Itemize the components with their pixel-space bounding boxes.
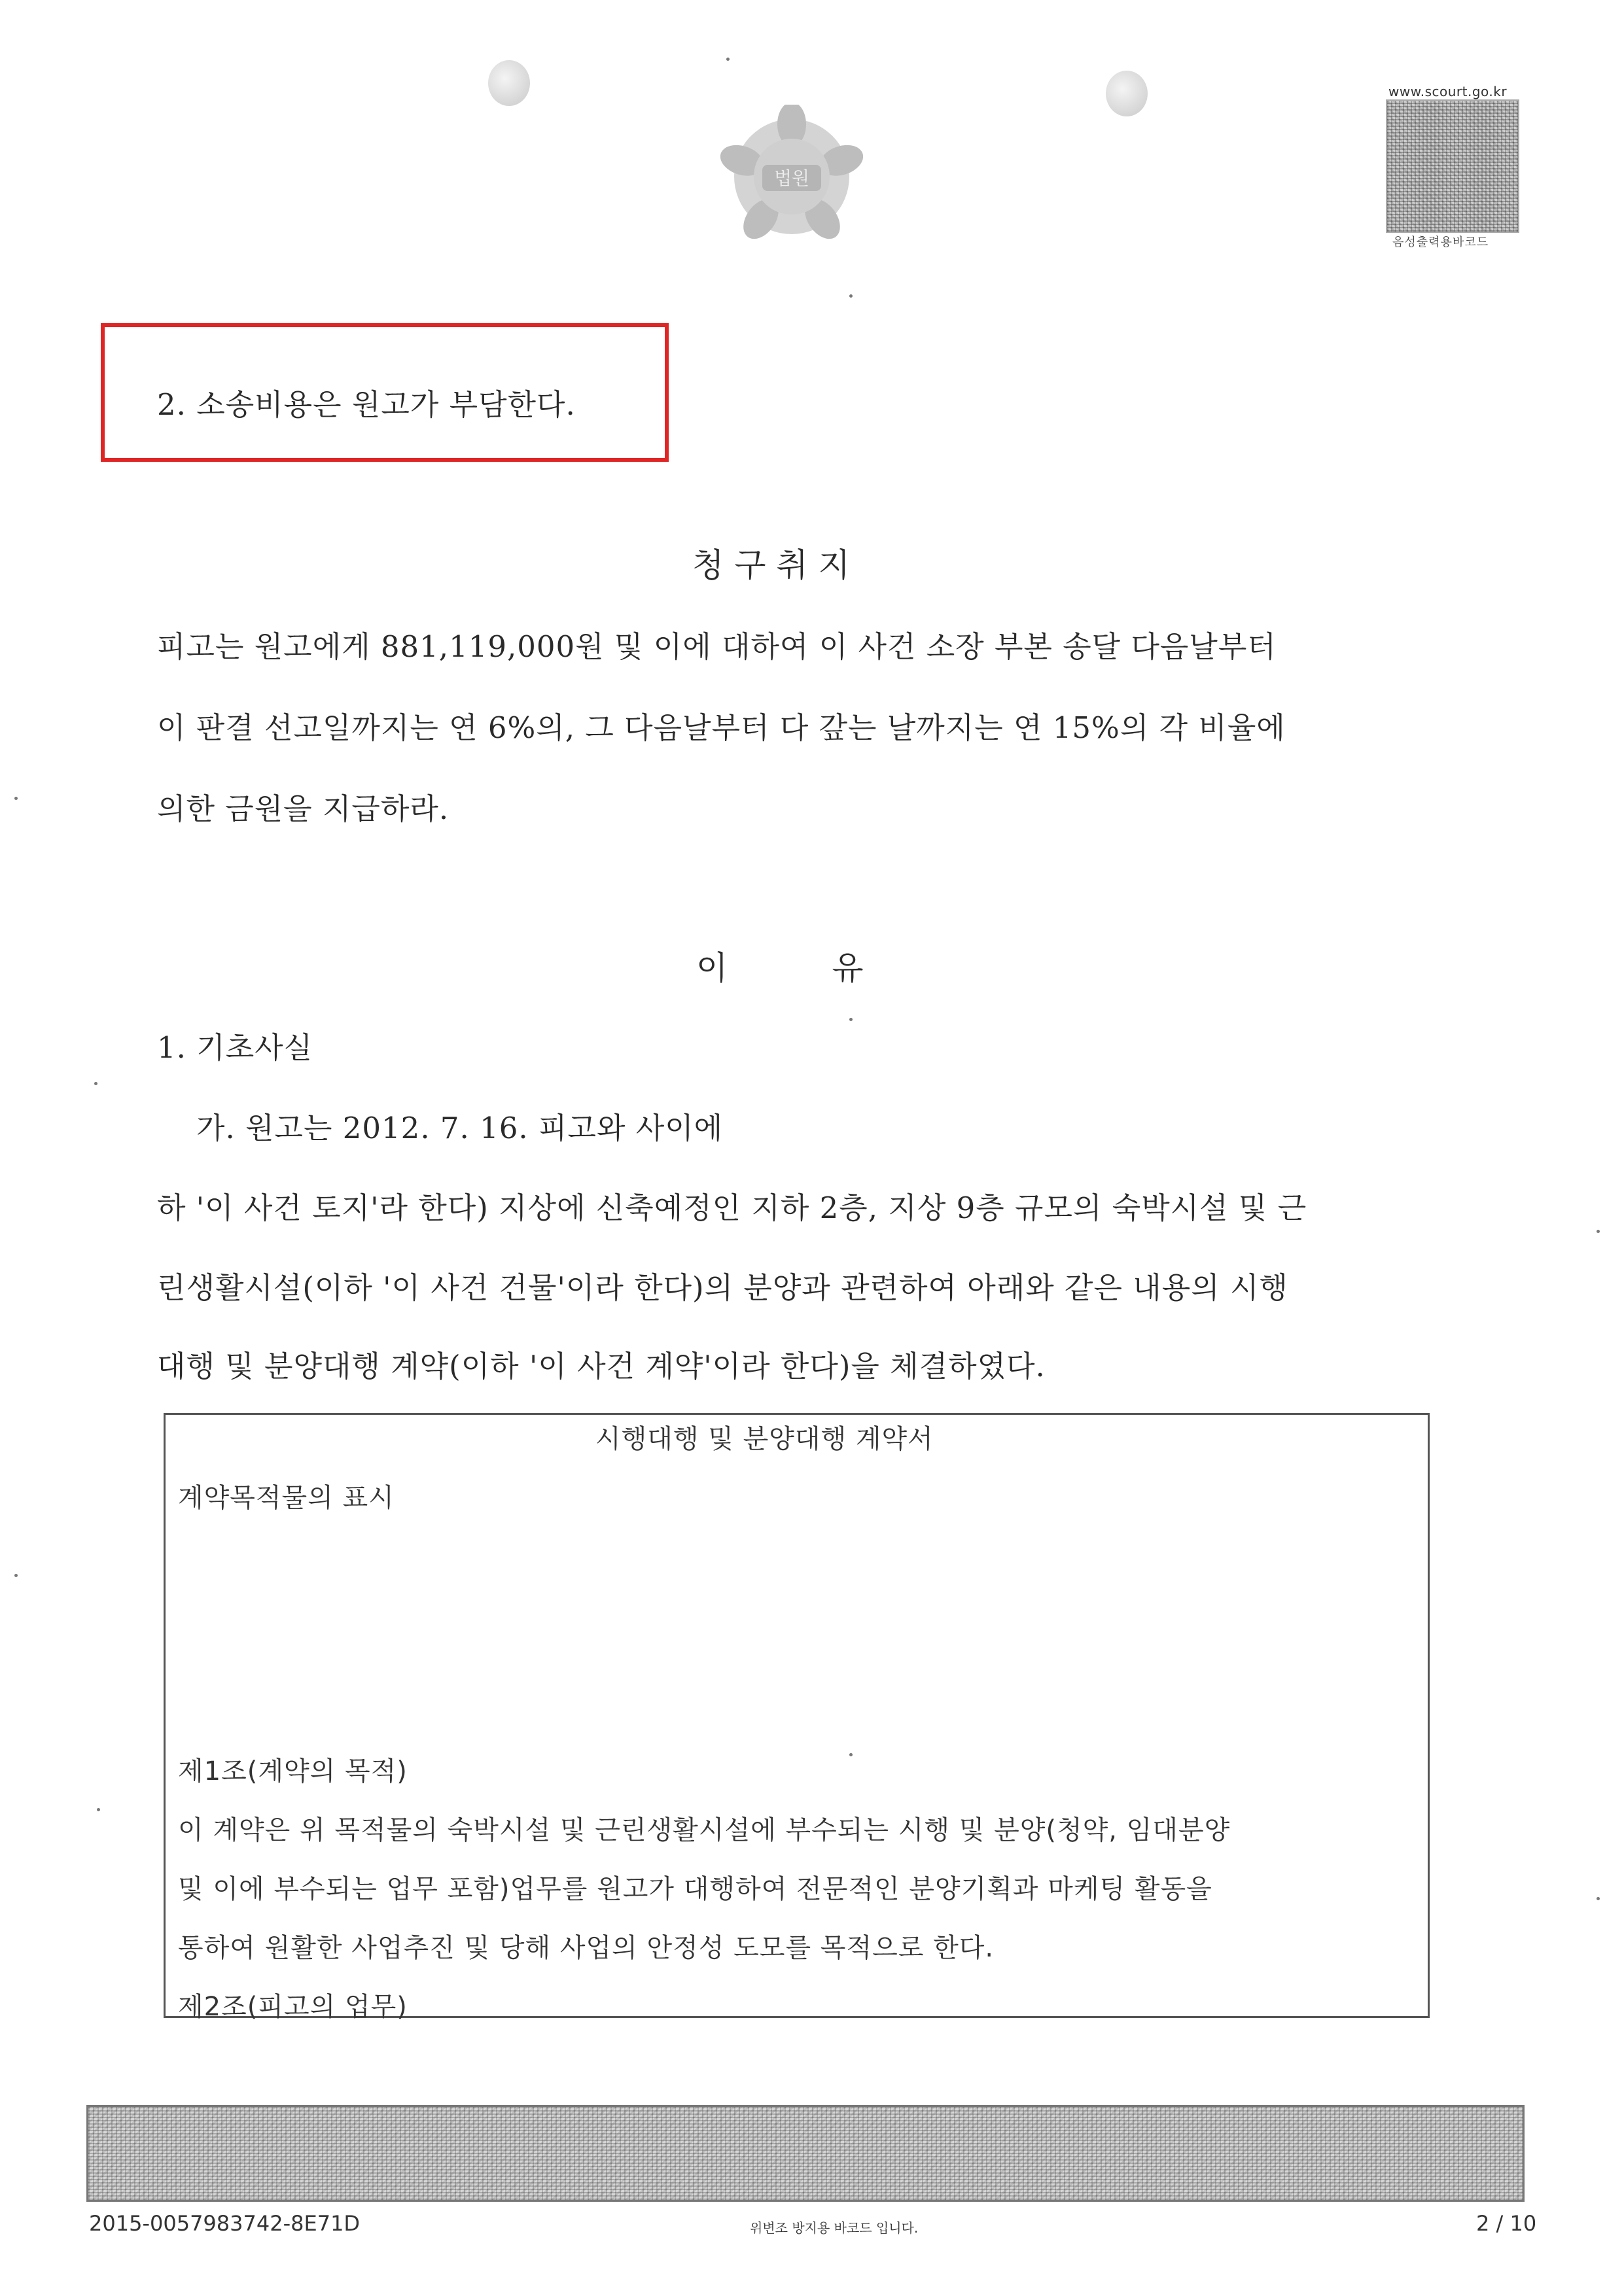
barcode-label: 음성출력용바코드: [1392, 235, 1489, 249]
reasons-line-2: 하 '이 사건 토지'라 한다) 지상에 신축예정인 지하 2층, 지상 9층 규모의 숙박시설 및 근: [157, 1191, 1307, 1225]
judgment-item-2: 2. 소송비용은 원고가 부담한다.: [157, 387, 576, 422]
barcode-notice: 위변조 방지용 바코드 입니다.: [750, 2220, 919, 2236]
scan-speck: [14, 797, 18, 800]
reasons-line-1: 가. 원고는 2012. 7. 16. 피고와 사이에: [196, 1111, 724, 1145]
scan-speck: [1597, 1897, 1600, 1900]
article-2-title: 제2조(피고의 업무): [178, 1992, 408, 2022]
article-1-line-2: 및 이에 부수되는 업무 포함)업무를 원고가 대행하여 전문적인 분양기획과 마케팅 활동을: [178, 1874, 1212, 1904]
claim-line-2: 이 판결 선고일까지는 연 6%의, 그 다음날부터 다 갚는 날까지는 연 15%의 각 비율에: [157, 710, 1286, 745]
scan-speck: [97, 1808, 100, 1811]
reasons-heading: 이 유: [696, 949, 864, 987]
punch-hole-left: [488, 60, 530, 106]
claim-heading: 청 구 취 지: [692, 546, 850, 584]
scan-speck: [849, 294, 853, 298]
court-seal-icon: [710, 105, 874, 255]
page-number: 2 / 10: [1476, 2211, 1537, 2236]
scan-speck: [726, 58, 730, 61]
scan-speck: [849, 1753, 853, 1756]
scan-speck: [1597, 1230, 1600, 1233]
article-1-title: 제1조(계약의 목적): [178, 1756, 408, 1786]
barcode-url: www.scourt.go.kr: [1388, 84, 1508, 99]
claim-line-1: 피고는 원고에게 881,119,000원 및 이에 대하여 이 사건 소장 부본 송달 다음날부터: [157, 629, 1277, 664]
section-1-heading: 1. 기초사실: [157, 1030, 313, 1065]
scan-speck: [94, 1082, 97, 1085]
contract-title: 시행대행 및 분양대행 계약서: [595, 1424, 934, 1454]
seal-text: 법원: [773, 167, 810, 189]
contract-subject-label: 계약목적물의 표시: [178, 1483, 395, 1513]
voice-output-barcode: [1386, 99, 1519, 233]
document-id: 2015-0057983742-8E71D: [89, 2211, 361, 2236]
claim-line-3: 의한 금원을 지급하라.: [157, 791, 450, 826]
reasons-line-4: 대행 및 분양대행 계약(이하 '이 사건 계약'이라 한다)을 체결하였다.: [157, 1349, 1046, 1383]
article-1-line-3: 통하여 원활한 사업추진 및 당해 사업의 안정성 도모를 목적으로 한다.: [178, 1933, 995, 1963]
anti-forgery-barcode: [86, 2105, 1525, 2202]
punch-hole-right: [1106, 71, 1148, 116]
article-1-line-1: 이 계약은 위 목적물의 숙박시설 및 근린생활시설에 부수되는 시행 및 분양(청약, 임대분양: [178, 1815, 1231, 1845]
scan-speck: [849, 1018, 853, 1021]
reasons-line-3: 린생활시설(이하 '이 사건 건물'이라 한다)의 분양과 관련하여 아래와 같은 내용의 시행: [157, 1270, 1288, 1305]
scan-speck: [14, 1574, 18, 1577]
